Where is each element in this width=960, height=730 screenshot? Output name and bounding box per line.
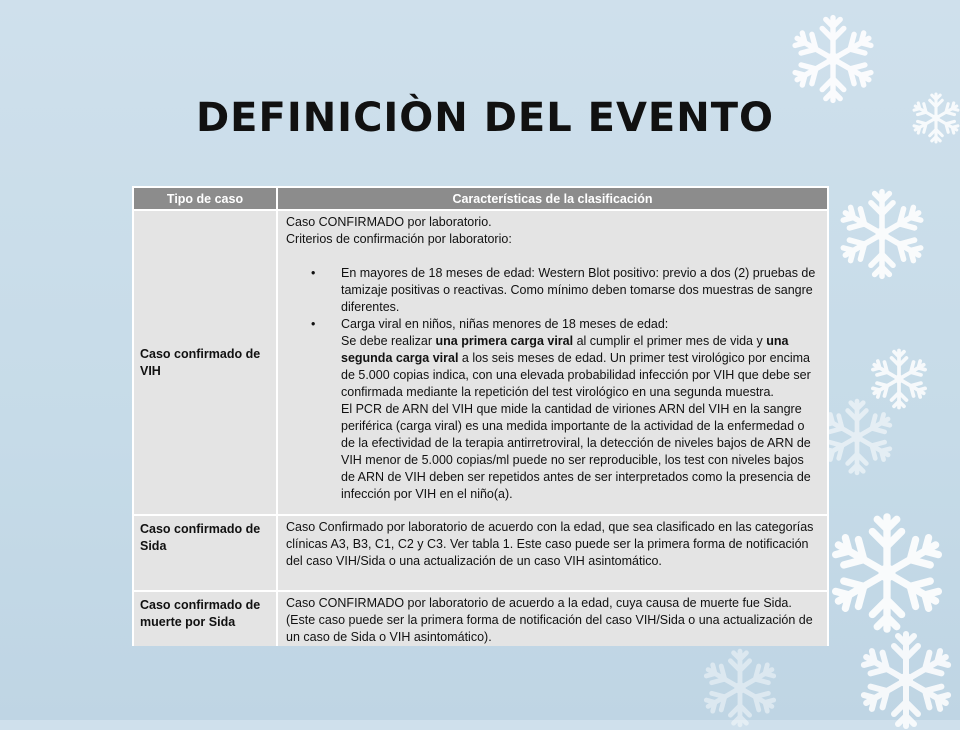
column-header-characteristics: Características de la clasificación (278, 188, 827, 209)
snowflake-icon (836, 188, 928, 280)
case-description-cell: Caso CONFIRMADO por laboratorio de acuerdo a la edad, cuya causa de muerte fue Sida. (Este caso puede ser la primera forma de notificación del caso VIH/Sida o una actualización de un caso de Sida o VIH asintomático). (278, 592, 827, 646)
slide-title: DEFINICIÒN DEL EVENTO (195, 95, 775, 141)
snowflake-icon (788, 14, 878, 104)
bullet-text: El PCR de ARN del VIH que mide la cantidad de viriones ARN del VIH en la sangre periférica (carga viral) es una medida importante de la actividad de la enfermedad o de la efectividad de la terapia antirretroviral, la detección de niveles bajos de ARN de VIH menor de 5.000 copias/ml puede no ser reproducible, los test con niveles bajos de ARN de VIH deben ser repetidos antes de ser interpretados como la presencia de infección por VIH en el niño(a). (341, 402, 811, 501)
case-type-cell: Caso confirmado de muerte por Sida (134, 592, 276, 646)
description-line: Caso CONFIRMADO por laboratorio. (286, 215, 492, 229)
bullet-text: Carga viral en niños, niñas menores de 18 meses de edad: (341, 317, 669, 331)
bullet-icon: • (311, 266, 316, 280)
bullet-text: Se debe realizar una primera carga viral al cumplir el primer mes de vida y una segunda carga viral a los seis meses de edad. Un primer test virológico por encima de 5.000 copias indica, con una elevada probabilidad infección por VIH que debe ser confirmada mediante la repetición del test virológico en una segunda muestra. (341, 334, 811, 399)
case-type-cell: Caso confirmado de VIH (134, 211, 276, 514)
description-line: Criterios de confirmación por laboratorio: (286, 232, 512, 246)
case-description-cell: Caso Confirmado por laboratorio de acuerdo con la edad, que sea clasificado en las categorías clínicas A3, B3, C1, C2 y C3. Ver tabla 1. Este caso puede ser la primera forma de notificación del caso VIH/Sida o una actualización de un caso VIH asintomático. (278, 516, 827, 590)
table-row (134, 516, 827, 590)
snowflake-icon (818, 398, 896, 476)
case-type-cell: Caso confirmado de Sida (134, 516, 276, 590)
snowflake-icon (700, 648, 780, 728)
list-item (286, 316, 821, 503)
bullet-icon: • (311, 317, 316, 331)
snowflake-icon (856, 630, 956, 730)
column-header-case-type: Tipo de caso (134, 188, 276, 209)
bullet-text: En mayores de 18 meses de edad: Western Blot positivo: previo a dos (2) pruebas de tamizaje positivas o reactivas. Como mínimo deben tomarse dos muestras de sangre diferentes. (341, 266, 816, 314)
case-description-cell (278, 211, 827, 514)
table-row (134, 592, 827, 646)
snowflake-icon (826, 512, 948, 634)
table-header-row (134, 188, 827, 209)
classification-table (132, 186, 829, 646)
table-row (134, 211, 827, 514)
list-item (286, 265, 821, 316)
